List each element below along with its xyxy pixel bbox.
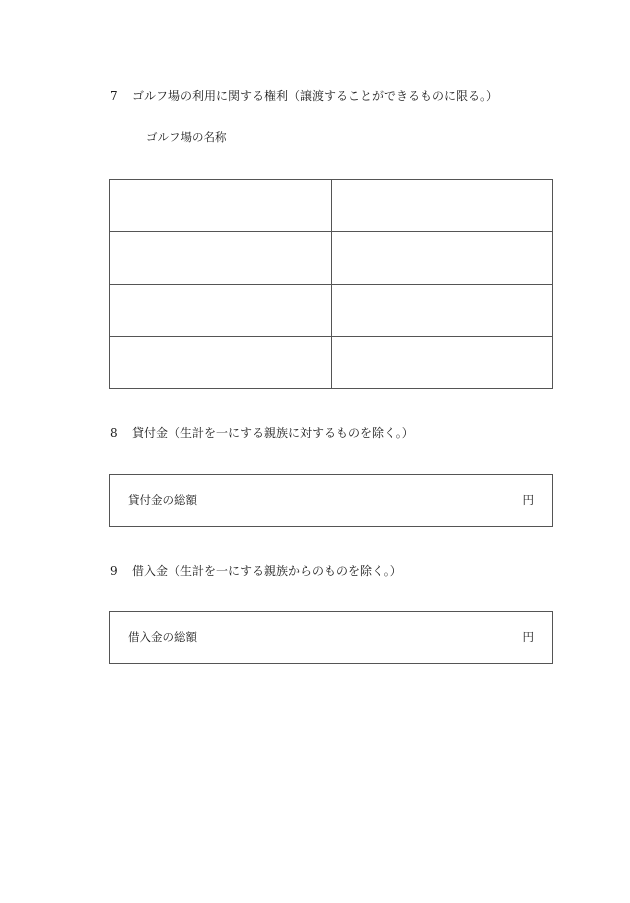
table-row bbox=[110, 336, 553, 388]
table-row bbox=[110, 284, 553, 336]
section-7-title: ゴルフ場の利用に関する権利（譲渡することができるものに限る。） bbox=[132, 89, 499, 103]
golf-course-name-cell[interactable] bbox=[110, 284, 332, 336]
section-9-heading bbox=[110, 563, 402, 579]
borrowing-total-label: 借入金の総額 bbox=[128, 630, 197, 644]
loan-receivable-unit: 円 bbox=[522, 493, 534, 507]
golf-course-name-cell[interactable] bbox=[110, 180, 332, 232]
golf-course-detail-cell[interactable] bbox=[332, 284, 553, 336]
section-9-title: 借入金（生計を一にする親族からのものを除く。） bbox=[132, 564, 402, 578]
golf-course-detail-cell[interactable] bbox=[332, 180, 553, 232]
loan-receivable-total-box[interactable] bbox=[109, 474, 553, 527]
section-8-heading bbox=[110, 425, 414, 441]
table-row bbox=[110, 232, 553, 284]
golf-course-name-label: ゴルフ場の名称 bbox=[146, 130, 227, 144]
golf-course-detail-cell[interactable] bbox=[332, 232, 553, 284]
section-8-title: 貸付金（生計を一にする親族に対するものを除く。） bbox=[132, 426, 414, 440]
loan-receivable-total-label: 貸付金の総額 bbox=[128, 493, 197, 507]
borrowing-total-box[interactable] bbox=[109, 611, 553, 664]
golf-course-name-cell[interactable] bbox=[110, 232, 332, 284]
borrowing-unit: 円 bbox=[522, 630, 534, 644]
golf-course-detail-cell[interactable] bbox=[332, 336, 553, 388]
golf-course-table bbox=[109, 179, 553, 389]
section-7-number: 7 bbox=[110, 89, 118, 103]
section-7-heading bbox=[110, 88, 498, 104]
golf-course-name-cell[interactable] bbox=[110, 336, 332, 388]
section-9-number: 9 bbox=[110, 564, 118, 578]
table-row bbox=[110, 180, 553, 232]
section-8-number: 8 bbox=[110, 426, 118, 440]
